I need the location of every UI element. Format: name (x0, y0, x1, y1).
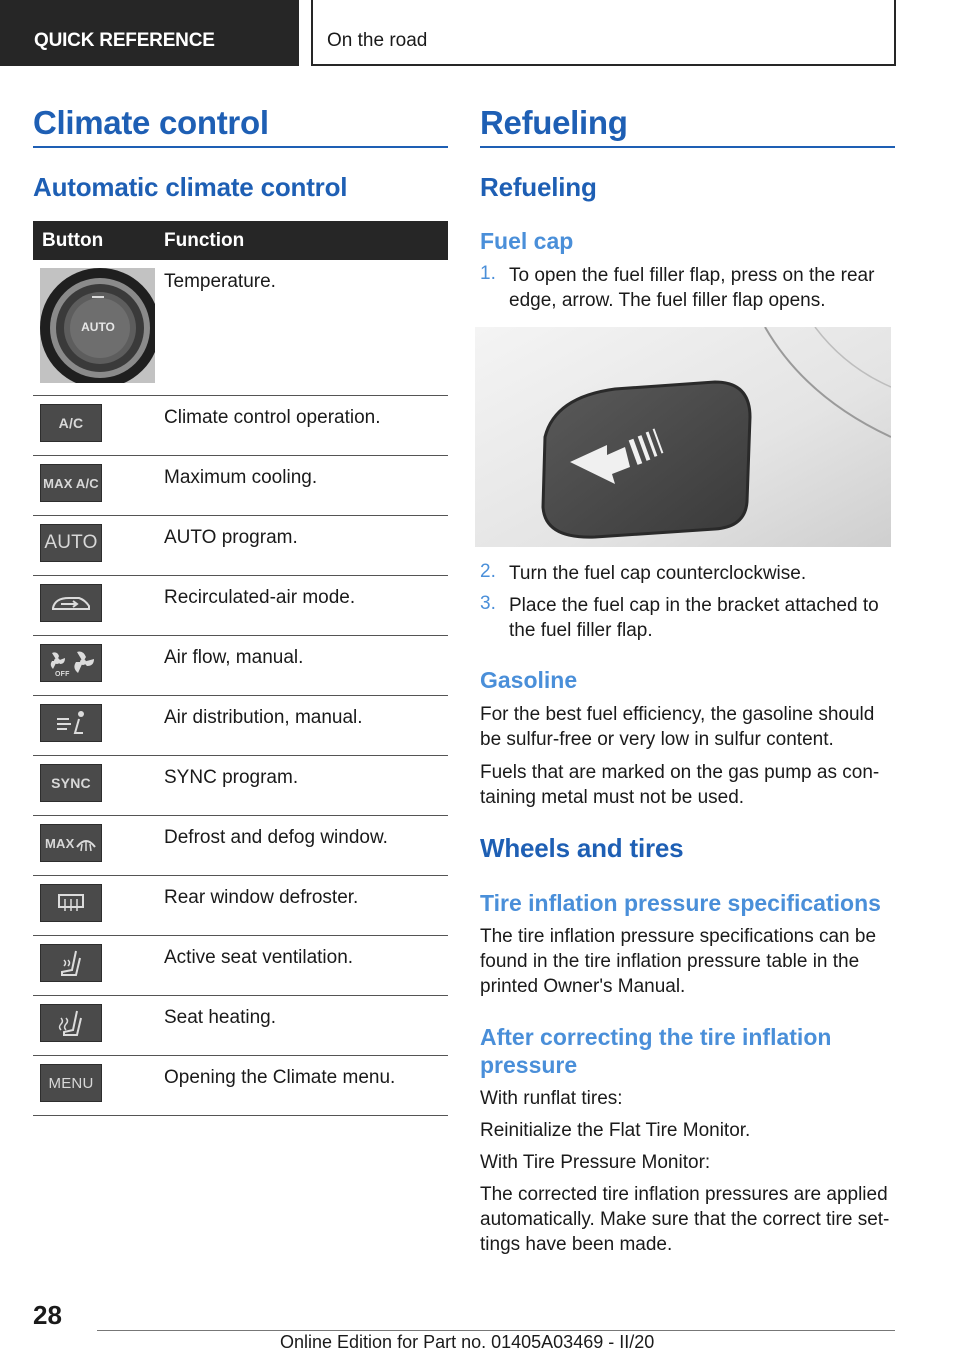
table-row (33, 756, 448, 816)
max-ac-button-icon (40, 464, 102, 502)
automatic-climate-heading: Automatic climate control (33, 172, 348, 202)
table-header (33, 221, 448, 260)
seat-ventilation-icon (40, 944, 102, 982)
function-text: Air distribution, manual. (164, 707, 363, 728)
tpm-text: With Tire Pressure Monitor: (480, 1152, 711, 1173)
recirculation-icon (40, 584, 102, 622)
gasoline-paragraph-2: Fuels that are marked on the gas pump as con-taining metal must not be used. (480, 762, 880, 808)
table-row (33, 636, 448, 696)
function-text: AUTO program. (164, 527, 298, 548)
page-number: 28 (33, 1300, 62, 1330)
ac-label: A/C (58, 415, 84, 431)
sync-button-icon (40, 764, 102, 802)
max-defrost-icon (40, 824, 102, 862)
gasoline-paragraph-1: For the best fuel efficiency, the gasoline should be sulfur-free or very low in sulfur content. (480, 704, 875, 750)
reinitialize-text: Reinitialize the Flat Tire Monitor. (480, 1120, 751, 1141)
function-text: Maximum cooling. (164, 467, 318, 488)
rear-defroster-icon (40, 884, 102, 922)
function-text: Seat heating. (164, 1007, 276, 1028)
air-distribution-icon (40, 704, 102, 742)
fan-icon (40, 644, 102, 682)
after-correcting-heading: After correcting the tire inflation pressure (480, 1024, 832, 1078)
ac-button-icon (40, 404, 102, 442)
function-text: Defrost and defog window. (164, 827, 388, 848)
function-text: Air flow, manual. (164, 647, 304, 668)
corrected-pressure-text: The corrected tire inflation pressures are applied automatically. Make sure that the correct tire set-tings have been made. (480, 1184, 890, 1255)
table-row (33, 456, 448, 516)
footer-divider (97, 1330, 895, 1331)
function-text: Temperature. (164, 271, 276, 292)
step-number: 1. (480, 263, 496, 284)
menu-label: MENU (48, 1074, 94, 1092)
auto-label: AUTO (81, 320, 115, 334)
page-header (0, 0, 960, 66)
step-text: To open the fuel filler flap, press on the rear edge, arrow. The fuel filler flap opens. (509, 265, 875, 311)
function-text: Climate control operation. (164, 407, 381, 428)
menu-button-icon (40, 1064, 102, 1102)
tire-spec-heading: Tire inflation pressure specifications (480, 890, 881, 916)
table-row (33, 696, 448, 756)
function-text: SYNC program. (164, 767, 299, 788)
temperature-knob-icon (40, 268, 155, 383)
seat-heating-icon (40, 1004, 102, 1042)
table-row (33, 260, 448, 396)
wheels-tires-heading: Wheels and tires (480, 833, 684, 863)
sync-label: SYNC (51, 775, 91, 791)
auto-button-icon (40, 524, 102, 562)
table-row (33, 576, 448, 636)
max-ac-label: MAX A/C (43, 475, 99, 491)
table-row (33, 516, 448, 576)
step-number: 3. (480, 593, 496, 614)
table-row (33, 936, 448, 996)
table-row (33, 876, 448, 936)
refueling-title: Refueling (480, 100, 895, 148)
fuel-filler-flap-image (475, 327, 891, 547)
chapter-tab: On the road (311, 0, 896, 66)
edition-footer: Online Edition for Part no. 01405A03469 - II/20 (280, 1332, 655, 1352)
table-row (33, 396, 448, 456)
refueling-heading: Refueling (480, 172, 597, 202)
table-row (33, 1056, 448, 1116)
fan-off-label: OFF (55, 671, 70, 678)
function-text: Opening the Climate menu. (164, 1067, 396, 1088)
section-tab: QUICK REFERENCE (0, 0, 299, 66)
step-number: 2. (480, 561, 496, 582)
table-row (33, 996, 448, 1056)
climate-buttons-table (33, 221, 448, 1116)
climate-control-title: Climate control (33, 100, 448, 148)
runflat-text: With runflat tires: (480, 1088, 623, 1109)
function-text: Recirculated-air mode. (164, 587, 356, 608)
column-header-function: Function (164, 230, 245, 251)
max-label: MAX (45, 835, 75, 851)
column-header-button: Button (42, 230, 104, 251)
function-text: Active seat ventilation. (164, 947, 354, 968)
table-row (33, 816, 448, 876)
tire-spec-paragraph: The tire inflation pressure specifications can be found in the tire inflation pressure table in the printed Owner's Manual. (480, 926, 877, 997)
fuel-cap-heading: Fuel cap (480, 228, 574, 254)
step-text: Place the fuel cap in the bracket attached to the fuel filler flap. (509, 595, 879, 641)
step-text: Turn the fuel cap counterclockwise. (509, 563, 807, 584)
function-text: Rear window defroster. (164, 887, 359, 908)
gasoline-heading: Gasoline (480, 667, 578, 693)
auto-label: AUTO (44, 532, 98, 553)
